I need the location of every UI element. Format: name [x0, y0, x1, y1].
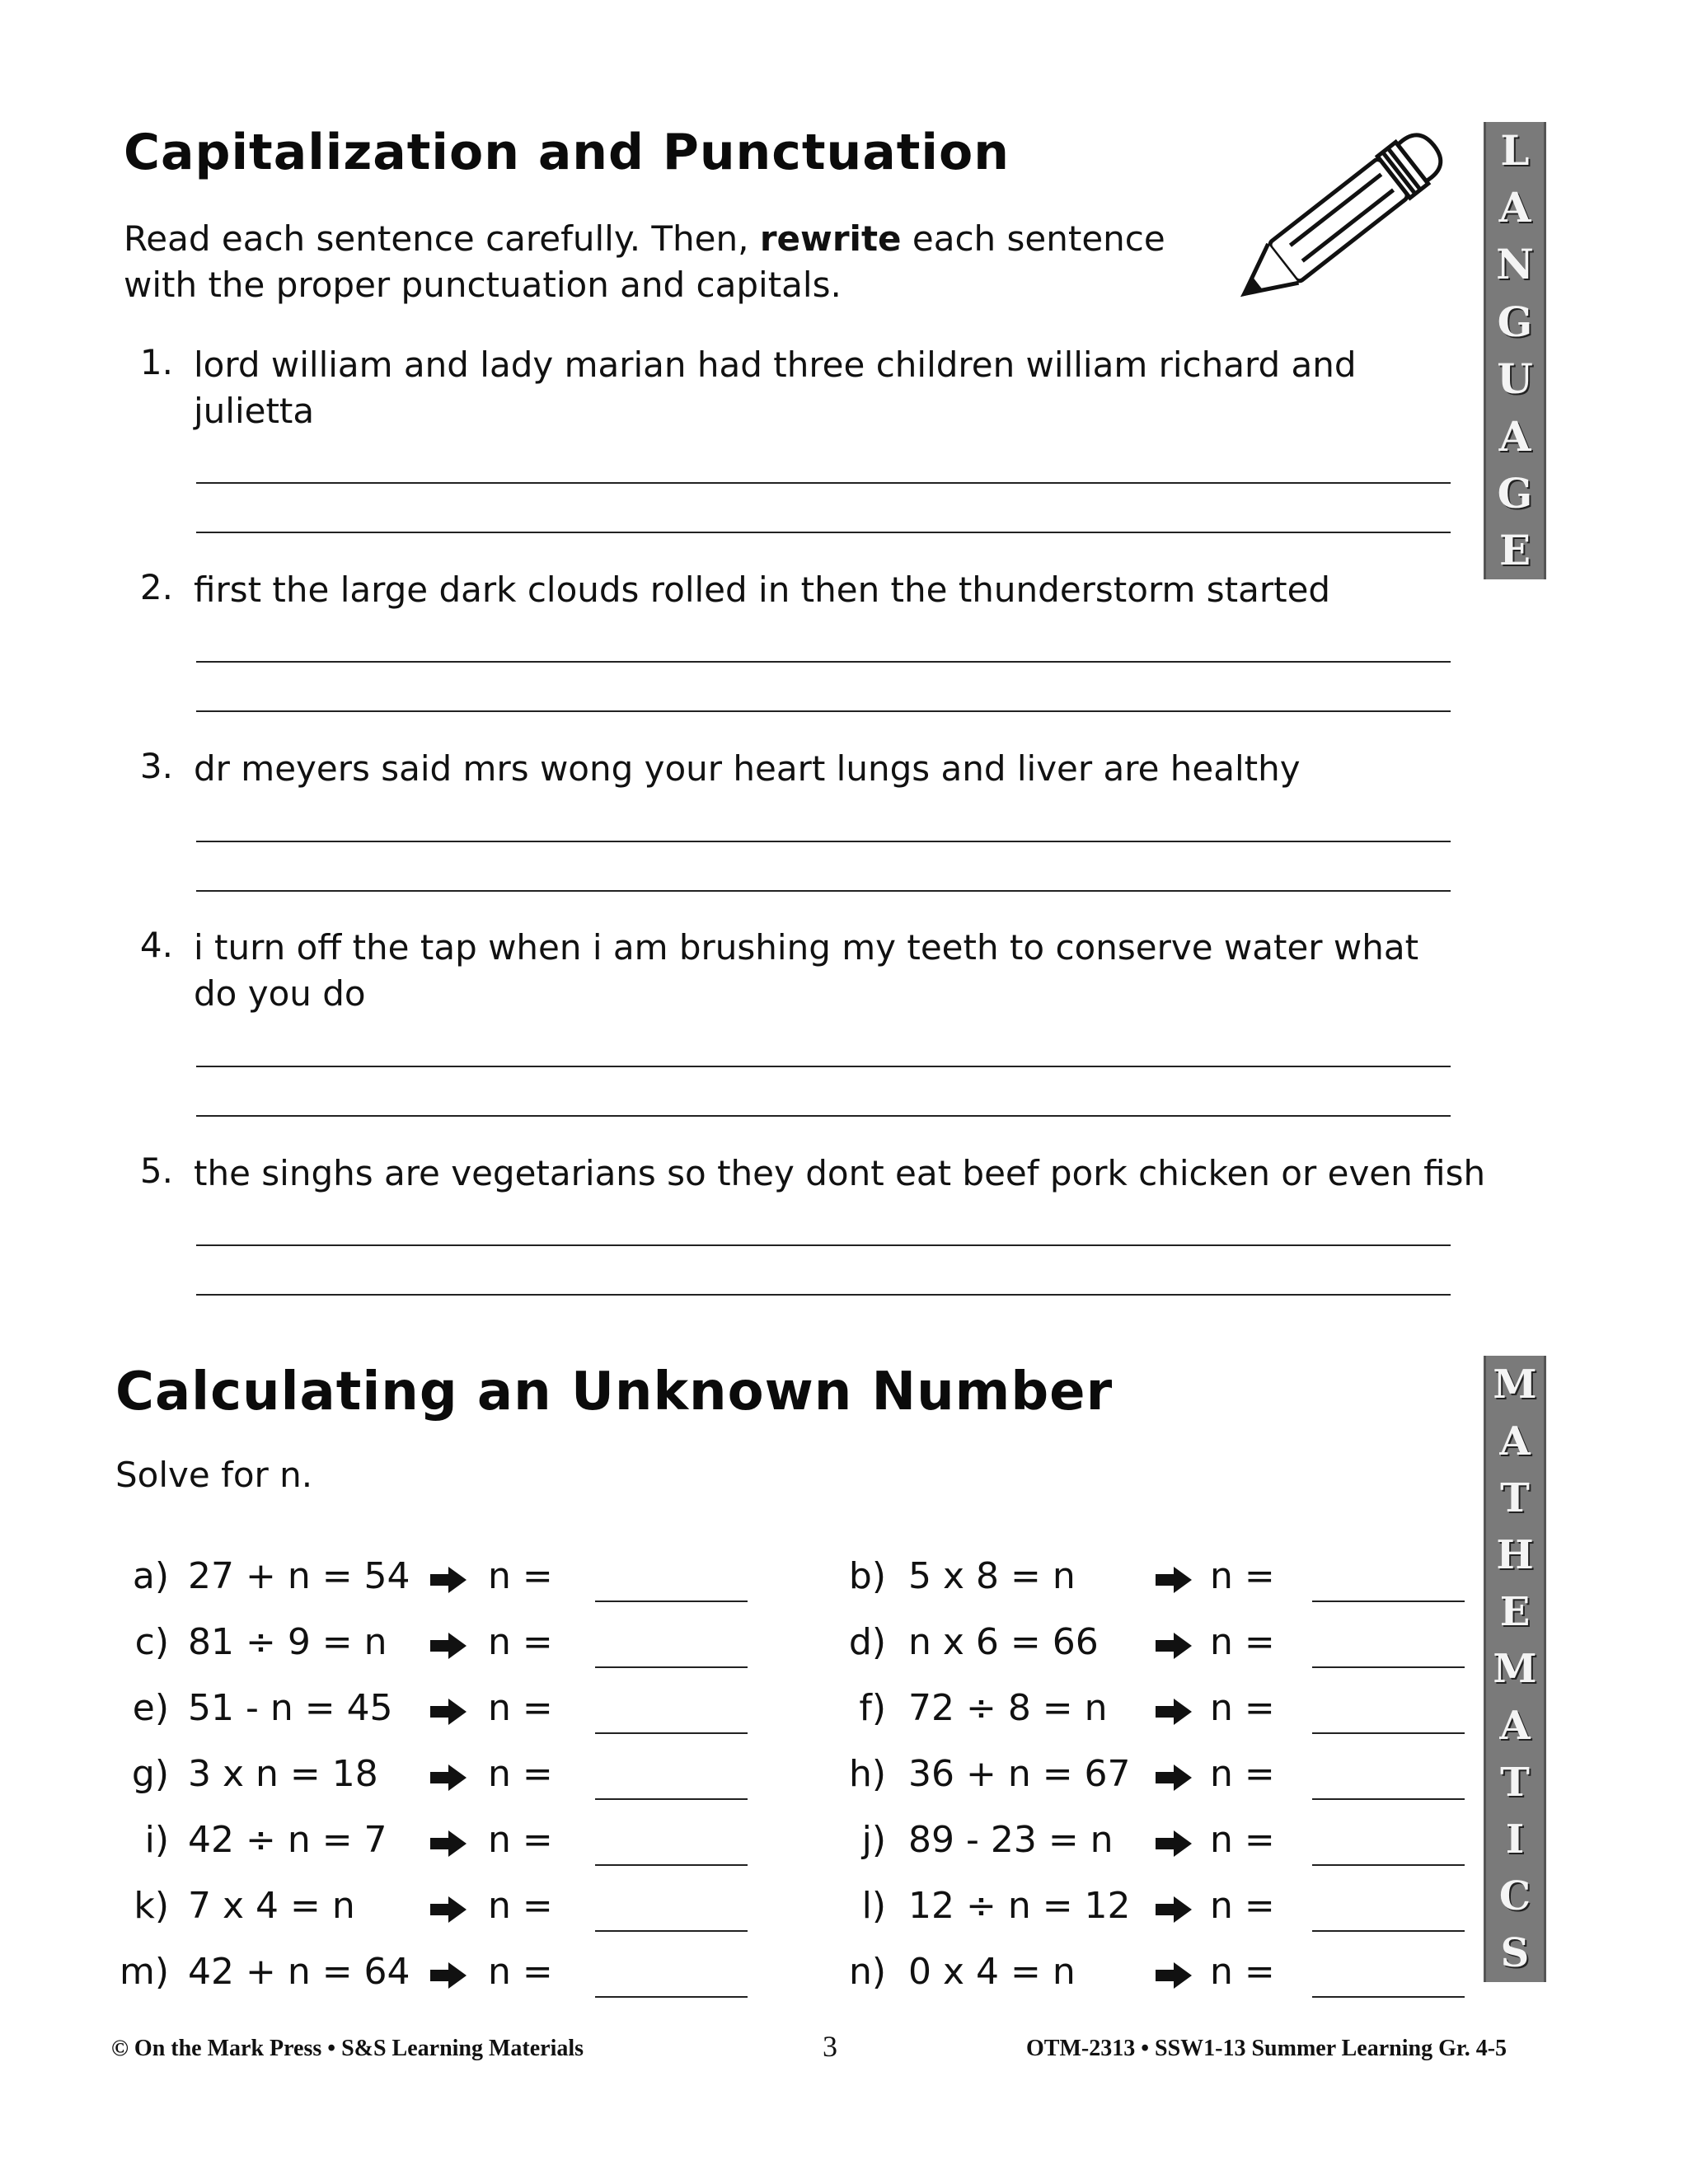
arrow-wrapper — [1154, 1631, 1193, 1664]
question-line: i turn off the tap when i am brushing my teeth to conserve water what — [194, 927, 1419, 968]
side-tab-letter: N — [1496, 240, 1534, 289]
math-instruction: Solve for n. — [115, 1455, 313, 1495]
side-tab-letter: G — [1497, 297, 1533, 346]
question-line: the singhs are vegetarians so they dont eat beef pork chicken or even fish — [194, 1153, 1486, 1193]
side-tab-letter: I — [1505, 1816, 1525, 1863]
arrow-wrapper — [429, 1895, 468, 1928]
equation-expression: 81 ÷ 9 = n — [188, 1621, 387, 1663]
arrow-wrapper — [1154, 1961, 1193, 1994]
answer-blank[interactable] — [595, 1996, 748, 1998]
equation-label: b) — [848, 1555, 886, 1597]
side-tab-letter: A — [1499, 1703, 1531, 1749]
equation-expression: 42 + n = 64 — [188, 1951, 410, 1993]
question-number: 1. — [139, 342, 173, 382]
right-arrow-icon — [1154, 1697, 1193, 1727]
answer-prefix: n = — [1210, 1885, 1275, 1927]
answer-prefix: n = — [1210, 1753, 1275, 1795]
answer-prefix: n = — [1210, 1951, 1275, 1993]
equation-expression: 12 ÷ n = 12 — [908, 1885, 1131, 1927]
arrow-wrapper — [429, 1697, 468, 1730]
answer-prefix: n = — [488, 1885, 553, 1927]
side-tab-letter: T — [1500, 1760, 1530, 1807]
equation-label: l) — [861, 1885, 886, 1927]
page-number: 3 — [823, 2030, 837, 2063]
answer-blank[interactable] — [1312, 1864, 1465, 1866]
right-arrow-icon — [429, 1697, 468, 1727]
answer-prefix: n = — [1210, 1819, 1275, 1861]
side-tab-letter: T — [1500, 1474, 1530, 1521]
side-tab-letter: A — [1498, 183, 1531, 232]
answer-prefix: n = — [1210, 1687, 1275, 1729]
answer-blank[interactable] — [595, 1666, 748, 1668]
answer-blank[interactable] — [1312, 1930, 1465, 1932]
right-arrow-icon — [1154, 1763, 1193, 1793]
right-arrow-icon — [429, 1631, 468, 1661]
right-arrow-icon — [1154, 1895, 1193, 1924]
equation-label: a) — [132, 1555, 169, 1597]
arrow-wrapper — [429, 1763, 468, 1796]
side-tab-letter: M — [1493, 1361, 1537, 1408]
equation-expression: 7 x 4 = n — [188, 1885, 355, 1927]
footer-product-code: OTM-2313 • SSW1-13 Summer Learning Gr. 4-5 — [1026, 2036, 1507, 2061]
language-title: Capitalization and Punctuation — [124, 124, 1010, 181]
question-text — [194, 1151, 1496, 1197]
side-tab-letter: S — [1500, 1930, 1530, 1977]
footer-copyright: © On the Mark Press • S&S Learning Materials — [111, 2036, 584, 2061]
question-line: first the large dark clouds rolled in then the thunderstorm started — [194, 569, 1331, 610]
right-arrow-icon — [429, 1763, 468, 1793]
question-text — [194, 342, 1496, 434]
equation-label: i) — [144, 1819, 169, 1861]
answer-line[interactable] — [196, 1066, 1451, 1067]
arrow-wrapper — [1154, 1565, 1193, 1598]
answer-blank[interactable] — [595, 1864, 748, 1866]
answer-prefix: n = — [488, 1951, 553, 1993]
side-tab-letter: E — [1498, 526, 1531, 575]
side-tab-letter: E — [1499, 1588, 1531, 1635]
answer-prefix: n = — [488, 1687, 553, 1729]
math-title: Calculating an Unknown Number — [115, 1361, 1114, 1422]
answer-blank[interactable] — [595, 1732, 748, 1734]
answer-prefix: n = — [488, 1819, 553, 1861]
side-tab-letter: U — [1497, 354, 1533, 404]
equation-label: j) — [861, 1819, 886, 1861]
right-arrow-icon — [429, 1895, 468, 1924]
arrow-wrapper — [1154, 1697, 1193, 1730]
equation-label: n) — [848, 1951, 886, 1993]
answer-prefix: n = — [488, 1621, 553, 1663]
equation-label: m) — [119, 1951, 169, 1993]
answer-prefix: n = — [488, 1753, 553, 1795]
equation-label: f) — [859, 1687, 886, 1729]
instruction-text-1: Read each sentence carefully. Then, — [124, 218, 760, 259]
equation-expression: 51 - n = 45 — [188, 1687, 393, 1729]
instruction-text-3: with the proper punctuation and capitals. — [124, 265, 842, 305]
answer-blank[interactable] — [595, 1798, 748, 1800]
arrow-wrapper — [429, 1829, 468, 1862]
question-text — [194, 567, 1496, 613]
answer-blank[interactable] — [1312, 1798, 1465, 1800]
answer-blank[interactable] — [1312, 1666, 1465, 1668]
answer-blank[interactable] — [595, 1930, 748, 1932]
equation-expression: 36 + n = 67 — [908, 1753, 1131, 1795]
answer-line[interactable] — [196, 661, 1451, 663]
answer-line[interactable] — [196, 532, 1451, 533]
equation-expression: 0 x 4 = n — [908, 1951, 1076, 1993]
equation-label: k) — [134, 1885, 169, 1927]
arrow-wrapper — [429, 1565, 468, 1598]
answer-line[interactable] — [196, 1115, 1451, 1117]
equation-expression: 89 - 23 = n — [908, 1819, 1114, 1861]
answer-blank[interactable] — [1312, 1732, 1465, 1734]
arrow-wrapper — [429, 1961, 468, 1994]
answer-blank[interactable] — [1312, 1601, 1465, 1602]
right-arrow-icon — [429, 1565, 468, 1595]
equation-expression: n x 6 = 66 — [908, 1621, 1099, 1663]
equation-expression: 27 + n = 54 — [188, 1555, 410, 1597]
instruction-text-2: each sentence — [901, 218, 1165, 259]
equation-label: d) — [848, 1621, 886, 1663]
pencil-icon — [1212, 124, 1484, 313]
question-number: 2. — [139, 567, 173, 607]
arrow-wrapper — [1154, 1829, 1193, 1862]
answer-blank[interactable] — [595, 1601, 748, 1602]
side-tab-letter: M — [1493, 1645, 1537, 1692]
question-number: 4. — [139, 925, 173, 965]
side-tab-letter: A — [1499, 1418, 1531, 1465]
question-text — [194, 746, 1496, 792]
equation-label: h) — [848, 1753, 886, 1795]
side-tab-letter: L — [1500, 125, 1530, 175]
right-arrow-icon — [429, 1961, 468, 1990]
answer-prefix: n = — [1210, 1555, 1275, 1597]
question-line: do you do — [194, 973, 366, 1014]
answer-prefix: n = — [1210, 1621, 1275, 1663]
equation-label: c) — [134, 1621, 169, 1663]
arrow-wrapper — [1154, 1895, 1193, 1928]
right-arrow-icon — [1154, 1631, 1193, 1661]
answer-line[interactable] — [196, 482, 1451, 484]
question-line: julietta — [194, 391, 315, 431]
right-arrow-icon — [1154, 1565, 1193, 1595]
language-instructions — [124, 216, 1165, 308]
equation-expression: 3 x n = 18 — [188, 1753, 378, 1795]
right-arrow-icon — [1154, 1961, 1193, 1990]
instruction-bold: rewrite — [759, 218, 902, 259]
question-number: 3. — [139, 746, 173, 786]
answer-blank[interactable] — [1312, 1996, 1465, 1998]
question-line: lord william and lady marian had three children william richard and — [194, 344, 1357, 385]
equation-label: g) — [131, 1753, 169, 1795]
right-arrow-icon — [1154, 1829, 1193, 1858]
equation-label: e) — [132, 1687, 169, 1729]
side-tab-letter: H — [1496, 1531, 1534, 1578]
right-arrow-icon — [429, 1829, 468, 1858]
answer-line[interactable] — [196, 890, 1451, 892]
answer-line[interactable] — [196, 841, 1451, 842]
side-tab-letter: A — [1498, 411, 1531, 461]
question-text — [194, 925, 1496, 1017]
arrow-wrapper — [429, 1631, 468, 1664]
math-side-tab — [1484, 1356, 1546, 1982]
question-line: dr meyers said mrs wong your heart lungs and liver are healthy — [194, 748, 1301, 789]
equation-expression: 42 ÷ n = 7 — [188, 1819, 387, 1861]
answer-line[interactable] — [196, 710, 1451, 712]
answer-line[interactable] — [196, 1294, 1451, 1296]
answer-prefix: n = — [488, 1555, 553, 1597]
answer-line[interactable] — [196, 1244, 1451, 1246]
side-tab-letter: G — [1497, 468, 1533, 518]
question-number: 5. — [139, 1151, 173, 1191]
side-tab-letter: C — [1498, 1873, 1531, 1920]
arrow-wrapper — [1154, 1763, 1193, 1796]
equation-expression: 5 x 8 = n — [908, 1555, 1076, 1597]
equation-expression: 72 ÷ 8 = n — [908, 1687, 1108, 1729]
